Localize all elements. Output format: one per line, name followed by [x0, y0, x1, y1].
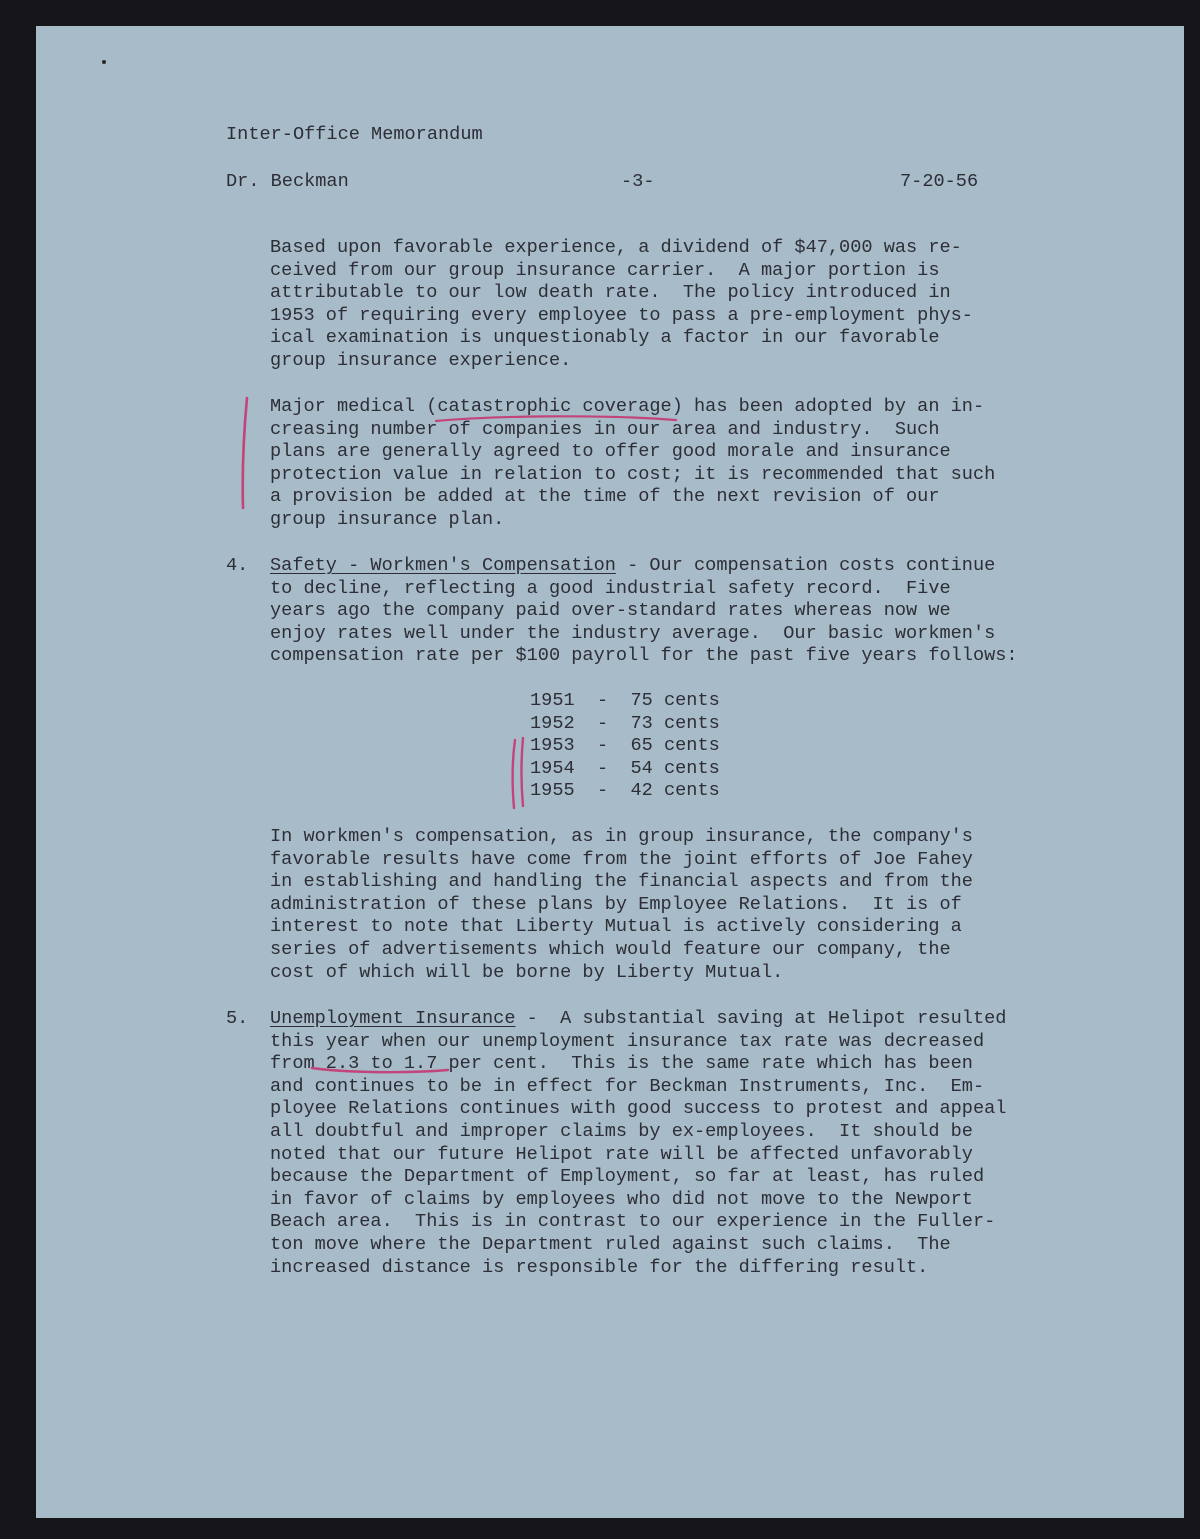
rate-separator: -	[596, 690, 609, 711]
rate-value: 75	[630, 690, 653, 711]
text-line: group insurance plan.	[270, 508, 505, 530]
paper-speck	[102, 60, 106, 64]
rate-year: 1951	[530, 690, 575, 711]
rate-row	[530, 758, 720, 781]
text-line: interest to note that Liberty Mutual is actively considering a	[270, 916, 962, 938]
section-5-heading: Unemployment Insurance	[270, 1008, 516, 1029]
rate-value: 73	[630, 712, 653, 734]
text-line: and continues to be in effect for Beckman Instruments, Inc. Em-	[270, 1075, 985, 1097]
rate-value: 54	[630, 757, 653, 779]
rate-row	[530, 690, 720, 713]
section-5-number: 5.	[226, 1008, 249, 1029]
rate-separator: -	[596, 780, 609, 802]
rate-unit: cents	[663, 690, 720, 711]
text-line: cost of which will be borne by Liberty Mutual.	[270, 961, 784, 983]
memo-date: 7-20-56	[900, 171, 979, 192]
rate-separator: -	[596, 735, 609, 757]
paragraph-major-medical	[270, 396, 995, 532]
paragraph-group-insurance	[270, 237, 973, 373]
compensation-rate-table	[530, 690, 720, 803]
rate-unit: cents	[663, 712, 720, 734]
rate-row	[530, 713, 720, 736]
text-line: years ago the company paid over-standard rates whereas now we	[270, 600, 951, 622]
rate-separator: -	[596, 712, 609, 734]
text-line: to decline, reflecting a good industrial safety record. Five	[270, 577, 951, 599]
margin-mark-rates-2	[522, 738, 524, 806]
section-4-first-line	[270, 555, 1018, 578]
rate-value: 42	[630, 780, 653, 802]
text-line: Based upon favorable experience, a dividend of $47,000 was re-	[270, 237, 962, 258]
text-line: in favor of claims by employees who did not move to the Newport	[270, 1188, 973, 1210]
text-line: creasing number of companies in our area and industry. Such	[270, 418, 940, 440]
rate-value: 65	[630, 735, 653, 757]
text-line: ton move where the Department ruled against such claims. The	[270, 1233, 951, 1255]
text-line: from 2.3 to 1.7 per cent. This is the same rate which has been	[270, 1053, 973, 1075]
text-line: a provision be added at the time of the next revision of our	[270, 486, 940, 508]
text-line: In workmen's compensation, as in group insurance, the company's	[270, 826, 973, 847]
rate-row	[530, 735, 720, 758]
rate-row	[530, 780, 720, 803]
rate-year: 1952	[530, 712, 575, 734]
rate-year: 1953	[530, 735, 575, 757]
text-line: compensation rate per $100 payroll for the past five years follows:	[270, 645, 1018, 667]
rate-year: 1955	[530, 780, 575, 802]
text-line: protection value in relation to cost; it is recommended that such	[270, 463, 996, 485]
text-line: ical examination is unquestionably a factor in our favorable	[270, 327, 940, 349]
text-line: ployee Relations continues with good success to protest and appeal	[270, 1098, 1007, 1120]
section-4-safety	[270, 555, 1018, 668]
text-line: series of advertisements which would feature our company, the	[270, 938, 951, 960]
section-5-unemployment	[270, 1008, 1006, 1279]
rate-separator: -	[596, 757, 609, 779]
text-line: all doubtful and improper claims by ex-employees. It should be	[270, 1120, 973, 1142]
rate-unit: cents	[663, 757, 720, 779]
memo-title: Inter-Office Memorandum	[226, 124, 483, 145]
section-5-first-line	[270, 1008, 1006, 1031]
text-line: favorable results have come from the joint efforts of Joe Fahey	[270, 848, 973, 870]
paragraph-workmens-compensation	[270, 826, 973, 984]
page-number: -3-	[621, 171, 655, 192]
rate-unit: cents	[663, 735, 720, 757]
text-line: enjoy rates well under the industry average. Our basic workmen's	[270, 622, 996, 644]
section-4-heading: Safety - Workmen's Compensation	[270, 555, 616, 576]
text-line: Major medical (catastrophic coverage) has been adopted by an in-	[270, 396, 985, 417]
text-line: because the Department of Employment, so far at least, has ruled	[270, 1166, 985, 1188]
text-line: Beach area. This is in contrast to our experience in the Fuller-	[270, 1211, 996, 1233]
section-4-first-line-rest: - Our compensation costs continue	[615, 555, 996, 576]
text-line: administration of these plans by Employee Relations. It is of	[270, 893, 962, 915]
text-line: group insurance experience.	[270, 349, 572, 371]
text-line: attributable to our low death rate. The policy introduced in	[270, 282, 951, 304]
section-5-first-line-rest: - A substantial saving at Helipot resulted	[515, 1008, 1007, 1029]
text-line: increased distance is responsible for the differing result.	[270, 1256, 929, 1278]
section-4-number: 4.	[226, 555, 249, 576]
text-line: 1953 of requiring every employee to pass a pre-employment phys-	[270, 304, 973, 326]
margin-mark-major-medical	[243, 398, 247, 508]
text-line: in establishing and handling the financial aspects and from the	[270, 871, 973, 893]
rate-unit: cents	[663, 780, 720, 802]
text-line: plans are generally agreed to offer good morale and insurance	[270, 441, 951, 463]
rate-year: 1954	[530, 757, 575, 779]
text-line: this year when our unemployment insurance tax rate was decreased	[270, 1030, 985, 1052]
margin-mark-rates-1	[513, 740, 515, 808]
text-line: noted that our future Helipot rate will be affected unfavorably	[270, 1143, 973, 1165]
text-line: ceived from our group insurance carrier. A major portion is	[270, 259, 940, 281]
memo-recipient: Dr. Beckman	[226, 171, 349, 192]
